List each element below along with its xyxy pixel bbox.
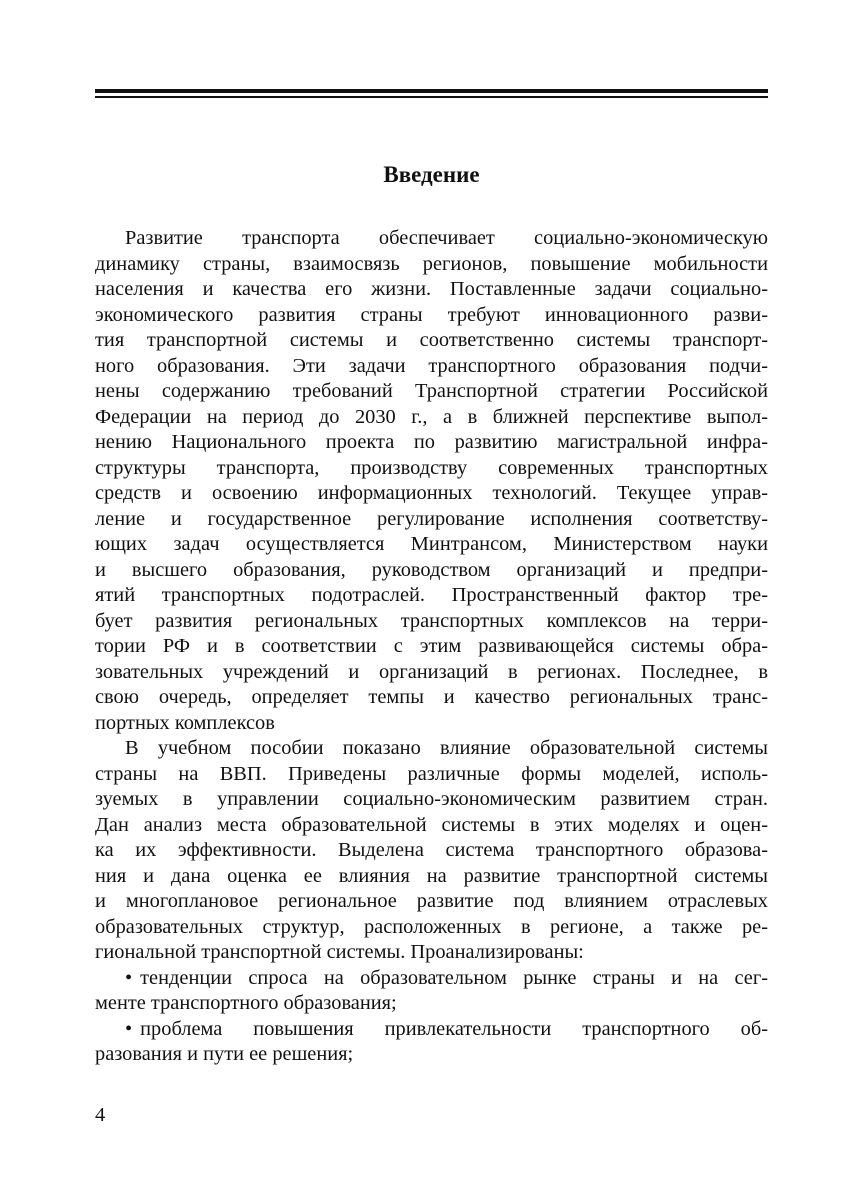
bullet-marker: • — [125, 966, 133, 989]
text-line: Федерации на период до 2030 г., а в ближней перспективе выпол- — [95, 405, 768, 428]
text-line: ятий транспортных подотраслей. Пространственный фактор тре- — [95, 584, 768, 606]
text-line: зуемых в управлении социально-экономическим развитием стран. — [95, 788, 768, 810]
text-line: экономического развития страны требуют инновационного разви- — [95, 303, 768, 326]
text-line: гиональной транспортной системы. Проанализированы: — [95, 941, 584, 963]
bullet-text: тенденции спроса на образовательном рынке страны и на сег- — [140, 966, 768, 989]
bullet-marker: • — [125, 1017, 133, 1040]
bullet-text: проблема повышения привлекательности транспортного об- — [140, 1017, 768, 1040]
text-line: свою очередь, определяет темпы и качество региональных транс- — [95, 686, 768, 708]
text-line: зовательных учреждений и организаций в регионах. Последнее, в — [95, 660, 768, 683]
text-line: динамику страны, взаимосвязь регионов, повышение мобильности — [95, 252, 768, 275]
body-text — [95, 226, 768, 1068]
text-line: средств и освоению информационных технологий. Текущее управ- — [95, 482, 768, 504]
paragraph — [95, 226, 768, 736]
text-line: бует развития региональных транспортных комплексов на терри- — [95, 609, 768, 632]
header-rule-thin — [95, 96, 768, 98]
section-heading: Введение — [383, 162, 480, 187]
text-line: ление и государственное регулирование исполнения соответству- — [95, 507, 768, 530]
text-line: страны на ВВП. Приведены различные формы моделей, исполь- — [95, 762, 768, 785]
bullet-item — [95, 1017, 768, 1068]
text-line: ка их эффективности. Выделена система транспортного образова- — [95, 839, 768, 861]
text-line — [95, 1017, 768, 1043]
text-line: населения и качества его жизни. Поставленные задачи социально- — [95, 278, 768, 300]
text-line: и многоплановое региональное развитие под влиянием отраслевых — [95, 890, 768, 912]
text-line — [95, 966, 768, 992]
text-line: Дан анализ места образовательной системы в этих моделях и оцен- — [95, 813, 768, 836]
text-line: ющих задач осуществляется Минтрансом, Министерством науки — [95, 533, 768, 555]
text-line: нены содержанию требований Транспортной стратегии Российской — [95, 380, 768, 402]
text-line: менте транспортного образования; — [95, 992, 397, 1014]
text-line: нению Национального проекта по развитию магистральной инфра- — [95, 431, 768, 453]
page-number: 4 — [95, 1104, 106, 1126]
text-line: ния и дана оценка ее влияния на развитие транспортной системы — [95, 864, 768, 887]
text-line: и высшего образования, руководством организаций и предпри- — [95, 558, 768, 581]
bullet-item — [95, 966, 768, 1017]
header-rule-thick — [95, 89, 768, 93]
text-line: ного образования. Эти задачи транспортного образования подчи- — [95, 354, 768, 377]
text-line: В учебном пособии показано влияние образовательной системы — [125, 737, 768, 759]
text-line: разования и пути ее решения; — [95, 1043, 354, 1065]
text-line: тия транспортной системы и соответственно системы транспорт- — [95, 329, 768, 351]
text-line: структуры транспорта, производству современных транспортных — [95, 456, 768, 479]
text-line: Развитие транспорта обеспечивает социально-экономическую — [125, 227, 768, 249]
paragraph — [95, 736, 768, 966]
text-line: портных комплексов — [95, 711, 275, 734]
text-line: тории РФ и в соответствии с этим развивающейся системы обра- — [95, 635, 768, 657]
text-line: образовательных структур, расположенных в регионе, а также ре- — [95, 915, 768, 938]
